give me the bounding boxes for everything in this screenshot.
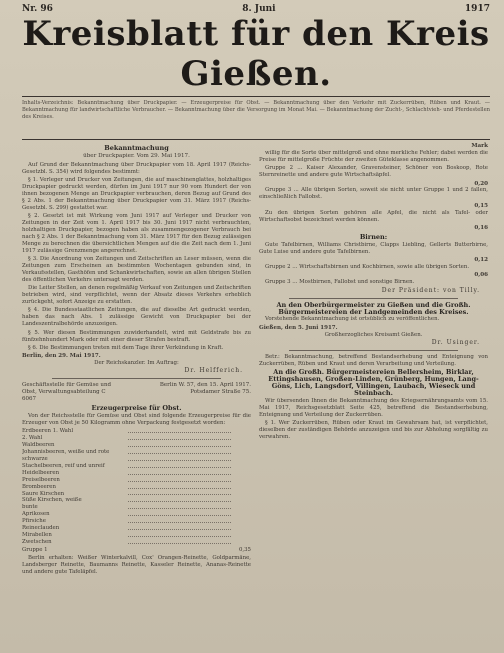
group-value: 0,35 — [238, 546, 251, 553]
price-list-item — [22, 539, 251, 546]
contents-rule — [22, 139, 490, 140]
price-item-value — [233, 511, 251, 518]
office-title: Der Reichskanzler. Im Auftrag: — [94, 360, 179, 367]
price-list-item — [22, 484, 251, 491]
price-item-label: Süße Kirschen, weiße — [22, 497, 82, 504]
price-item-label: bunte — [22, 504, 38, 511]
paragraph: Gute Tafelbirnen, Williams Christbirne, Clapps Liebling, Gellerts Butterbirne, Gute Luise und andere gute Tafelbirnen. — [259, 241, 488, 255]
price-item-value — [233, 428, 251, 435]
issue-year: 1917 — [464, 4, 490, 14]
price-item-value — [233, 504, 251, 511]
price-item-label: Reineclauden — [22, 525, 60, 532]
signature: Der Präsident: von Tilly. — [381, 286, 480, 294]
leader-dots — [128, 532, 232, 537]
price-item-label: Erdbeeren 1. Wahl — [22, 428, 74, 435]
price-item-label: Stachelbeeren, reif und unreif — [22, 462, 105, 469]
divider — [52, 378, 221, 379]
price-item-value — [233, 442, 251, 449]
leader-dots — [128, 518, 232, 523]
paragraph: § 1. Verleger und Drucker von Zeitungen, die auf maschinenglattes, holzhaltiges Druckpapier gedruckt werden, dürfen im Juni 1917 nur 90 vom Hundert der von ihnen bezogenen Menge an Druckpapier verbrauchen, deren Bezug auf Grund des § 2 Abs. 1 der Bekanntmachung über Druckpapier vom 31. März 1917 (Reichs-Gesetzbl. S. 299) gestattet war. — [22, 177, 251, 211]
price-item-label: Brombeeren — [22, 483, 56, 490]
leader-dots — [128, 491, 232, 496]
price-item-value — [233, 477, 251, 484]
price-list-item — [22, 518, 251, 525]
leader-dots — [128, 428, 232, 433]
price-list-item — [22, 456, 251, 463]
price-item-label: Heidelbeeren — [22, 469, 60, 476]
price-item-value — [233, 491, 251, 498]
price-value: 0,20 — [474, 180, 488, 187]
paragraph: Vorstehende Bekanntmachung ist ortsüblich zu veröffentlichen. — [265, 316, 440, 323]
paragraph: § 5. Wer diesen Bestimmungen zuwiderhandelt, wird mit Geldstrafe bis zu fünfzehnhundert Mark oder mit einer dieser Strafen bestraft. — [22, 329, 251, 343]
leader-dots — [128, 511, 232, 516]
heading-erzeugerpreise: Erzeugerpreise für Obst. — [91, 404, 182, 413]
price-item-value — [233, 463, 251, 470]
issue-date: 8. Juni — [242, 4, 276, 14]
paragraph: Auf Grund der Bekanntmachung über Druckpapier vom 18. April 1917 (Reichs-Gesetzbl. S. 354) wird folgendes bestimmt: — [22, 161, 251, 175]
paragraph: willig für die Sorte über mittelgroß und ohne merkliche Fehler; dabei werden die Preise für mittelgroße Früchte der zweiten Güteklasse angenommen. — [259, 149, 488, 163]
price-item-value — [233, 484, 251, 491]
price-list-item — [22, 428, 251, 435]
price-item-label: Johannisbeeren, weiße und rote — [22, 449, 110, 456]
paragraph: Gruppe 3 ... Alle übrigen Sorten, soweit sie nicht unter Gruppe 1 und 2 fallen, einschließlich Fallobst. — [259, 187, 488, 201]
price-item-value — [233, 518, 251, 525]
paragraph: Wir übersenden Ihnen die Bekanntmachung des Kriegsernährungsamts vom 15. Mai 1917, Reichsgesetzblatt Seite 425, betreffend die Bestandserhebung, Enteignung und Verteilung der Zuckerrüben. — [259, 398, 488, 418]
meta-left: Geschäftsstelle für Gemüse und Obst, Verwaltungsabteilung C 6067 — [22, 382, 112, 403]
left-column — [22, 143, 251, 577]
place-date: Berlin, den 29. Mai 1917. — [22, 353, 101, 360]
price-list-item — [22, 442, 251, 449]
paragraph: Berlin erhalten: Weißer Winterkalvill, Cox' Orangen-Reinette, Goldparmäne, Landsberger Reinette, Baumanns Reinette, Kasseler Reinette, Ananas-Reinette und andere gute Tafeläpfel. — [22, 554, 251, 575]
contents-summary: Inhalts-Verzeichnis: Bekanntmachung über Druckpapier. — Erzeugerpreise für Obst. — Bekanntmachung über den Verkehr mit Zuckerrüben, Rüben und Kraut. — Bekanntmachung für landwirtschaftliche Verbraucher. — Bekanntmachung über die Versorgung im Monat Mai. — Bekanntmachung der Zucht-, Schlachtvieh- und Pferdestellen des Kreises. — [22, 100, 490, 120]
subheading-druckpapier: über Druckpapier. Vom 29. Mai 1917. — [83, 152, 190, 159]
price-item-value — [233, 470, 251, 477]
leader-dots — [128, 484, 232, 489]
price-list-item — [22, 470, 251, 477]
leader-dots — [128, 463, 232, 468]
price-list-item — [22, 532, 251, 539]
signature: Dr. Usinger. — [431, 338, 480, 346]
price-value: 0,15 — [474, 202, 488, 209]
price-item-label: Aprikosen — [22, 511, 50, 518]
price-list-item — [22, 463, 251, 470]
price-value: 0,16 — [474, 224, 488, 231]
price-list-item — [22, 477, 251, 484]
meta-right: Berlin W. 57, den 15. April 1917. Potsdamer Straße 75. — [159, 382, 251, 396]
price-list-item — [22, 497, 251, 504]
price-item-value — [233, 532, 251, 539]
price-item-value — [233, 435, 251, 442]
leader-dots — [128, 525, 232, 530]
price-list-item — [22, 525, 251, 532]
leader-dots — [128, 504, 232, 509]
paragraph: Betr.: Bekanntmachung, betreffend Bestandserhebung und Enteignung von Zuckerrüben, Rüben und Kraut und deren Verarbeitung und Verteilung. — [259, 353, 488, 367]
group-label: Gruppe 1 — [22, 546, 48, 553]
price-item-value — [233, 456, 251, 463]
leader-dots — [128, 470, 232, 475]
price-item-label: 2. Wahl — [22, 435, 43, 442]
meta-block — [22, 382, 251, 403]
leader-dots — [128, 442, 232, 447]
paragraph: § 6. Die Bestimmungen treten mit dem Tage ihrer Verkündung in Kraft. — [28, 344, 224, 351]
leader-dots — [128, 449, 232, 454]
leader-dots — [128, 456, 232, 461]
group-1 — [22, 547, 251, 554]
price-item-label: Waldbeeren — [22, 442, 55, 449]
price-list-item — [22, 491, 251, 498]
issue-number: Nr. 96 — [22, 4, 53, 14]
price-list-item — [22, 449, 251, 456]
divider — [289, 350, 458, 351]
signature: Dr. Helfferich. — [184, 367, 243, 375]
price-item-value — [233, 525, 251, 532]
paragraph: § 2. Gesetzt ist mit Wirkung vom Juni 1917 auf Verleger und Drucker von Zeitungen in der Zeit vom 1. April 1917 bis 30. Juni 1917 nicht verbrauchten, holzhaltigen Druckpapier, bezogen haben als zusammengezogener Verbrauch bei nach § 2 Abs. 1 der Bekanntmachung vom 31. März 1917 für den Bezug zulässigen Menge zu berechnen die übersichtlichen Mengen auf die die Zeit nach dem 1. Juni 1917 zulässige Grenzmenge angerechnet. — [22, 213, 251, 254]
price-item-label: Preiselbeeren — [22, 476, 60, 483]
leader-dots — [128, 497, 232, 502]
price-list-item — [22, 504, 251, 511]
leader-dots — [128, 477, 232, 482]
divider — [289, 298, 458, 299]
price-value: 0,12 — [474, 257, 488, 264]
newspaper-title: Kreisblatt für den Kreis Gießen. — [22, 14, 490, 94]
price-value: 0,06 — [474, 272, 488, 279]
paragraph: § 3. Die Anordnung von Zeitungen und Zeitschriften an Leser müssen, wenn die Zeitungen zum Erscheinen an bestimmten Wochentagen gebunden sind, in Verkaufsstellen, Gasthöfen und Schankwirtschaften, sowie an allen übrigen Stellen des öffentlichen Verkehrs untersagt werden. — [22, 256, 251, 283]
price-list-item — [22, 511, 251, 518]
place-date: Gießen, den 5. Juni 1917. — [259, 324, 338, 331]
price-item-value — [233, 497, 251, 504]
paragraph: Von der Reichsstelle für Gemüse und Obst sind folgende Erzeugerpreise für die Erzeuger von Obst je 50 Kilogramm ohne Verpackung festgesetzt worden: — [22, 413, 251, 426]
heading-buergermeistereien: An die Großh. Bürgermeistereien Bellersheim, Birklar, Ettingshausen, Großen-Linden, Grünberg, Hungen, Lang-Göns, Lich, Langsdorf, Villingen, Laubach, Wieseck und Steinbach. — [268, 368, 479, 398]
price-item-label: Zwetschen — [22, 538, 52, 545]
paragraph: Gruppe 2 ... Kaiser Alexander, Gravensteiner, Schöner von Boskoop, Rote Sternreinette und andere gute Wirtschaftsäpfel. — [259, 165, 488, 179]
masthead-rule — [22, 96, 490, 97]
price-list — [22, 428, 251, 545]
leader-dots — [128, 435, 232, 440]
price-item-label: Saure Kirschen — [22, 490, 65, 497]
heading-bekanntmachung: Bekanntmachung — [104, 144, 169, 152]
paragraph: Die Leiter Stellen, an denen regelmäßig Verkauf von Zeitungen und Zeitschriften betrieben wird, sind verpflichtet, wenn der Absatz dieses Verkehrs erheblich zurückgeht, sofort Anzeige zu erstatten. — [22, 285, 251, 306]
office-title: Großherzogliches Kreisamt Gießen. — [324, 331, 423, 338]
leader-dots — [128, 539, 232, 544]
article-columns — [22, 143, 490, 577]
paragraph: Zu den übrigen Sorten gehören alle Apfel, die nicht als Tafel- oder Wirtschaftsobst bezeichnet werden können. — [259, 209, 488, 223]
paragraph: § 1. Wer Zuckerrüben, Rüben oder Kraut im Gewahrsam hat, ist verpflichtet, dieselben der zuständigen Behörde anzuzeigen und bis zur Abholung sorgfältig zu verwahren. — [259, 420, 488, 441]
price-list-item — [22, 435, 251, 442]
heading-oberbuergermeister: An den Oberbürgermeister zu Gießen und die Großh. Bürgermeistereien der Landgemeinden des Kreises. — [276, 300, 471, 316]
price-item-label: Pfirsiche — [22, 518, 46, 525]
paragraph: Gruppe 3 ... Mostbirnen, Fallobst und sonstige Birnen. — [265, 279, 415, 286]
price-item-value — [233, 539, 251, 546]
right-column — [259, 143, 488, 577]
mark-header: Mark — [471, 143, 488, 149]
price-item-value — [233, 449, 251, 456]
price-item-label: schwarze — [22, 456, 48, 463]
price-item-label: Mirabellen — [22, 532, 52, 538]
paragraph: Gruppe 2 ... Wirtschaftsbirnen und Kochbirnen, sowie alle übrigen Sorten. — [265, 264, 470, 270]
heading-birnen: Birnen: — [359, 232, 388, 241]
paragraph: § 4. Die Bundesstaatlichen Zeitungen, die auf dieselbe Art gedruckt werden, haben das nach Abs. 1 zulässige Gewicht von Druckpapier bei der Landeszentralbehörde anzuzeigen. — [22, 307, 251, 328]
